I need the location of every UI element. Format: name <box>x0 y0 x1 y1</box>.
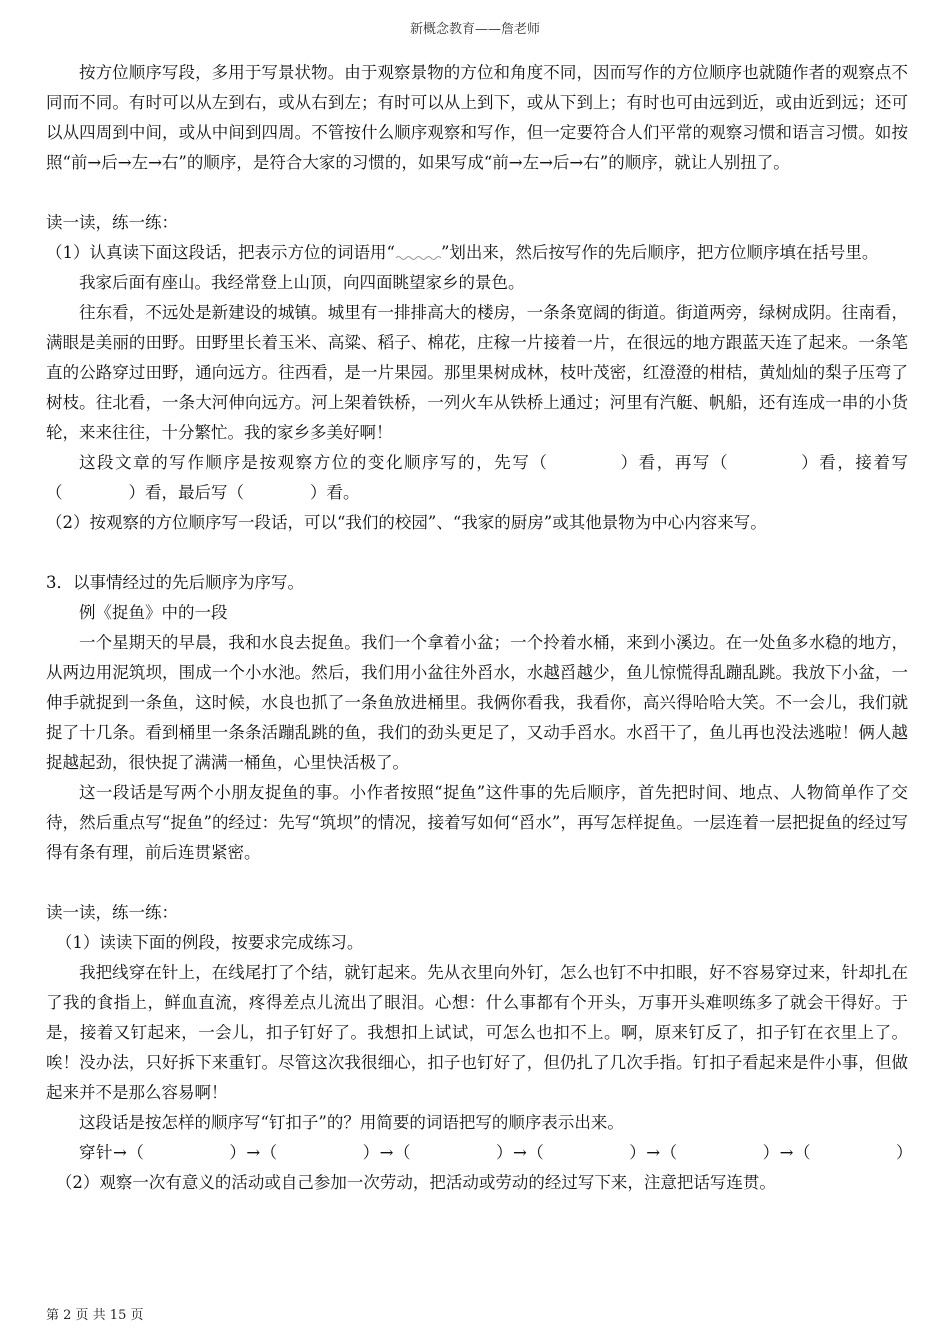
analysis-paragraph: 这一段话是写两个小朋友捉鱼的事。小作者按照“捉鱼”这件事的先后顺序，首先把时间、地点、人物简单作了交待，然后重点写“捉鱼”的经过：先写“筑坝”的情况，接着写如何“舀水”，再写怎样捉鱼。一层连着一层把捉鱼的经过写得有条有理，前后连贯紧密。 <box>46 783 908 862</box>
practice2-heading: 读一读，练一练： <box>46 903 178 922</box>
spacer <box>46 538 908 568</box>
order-steps: 穿针→（ ）→（ ）→（ ）→（ ）→（ ）→（ ） <box>79 1143 913 1162</box>
passage-paragraph-2: 往东看，不远处是新建设的城镇。城里有一排排高大的楼房，一条条宽阔的街道。街道两旁，绿树成阴。往南看，满眼是美丽的田野。田野里长着玉米、高粱、稻子、棉花，庄稼一片接着一片，在很远的地方跟蓝天连了起来。一条笔直的公路穿过田野，通向远方。往西看，是一片果园。那里果树成林，枝叶茂密，红澄澄的柑桔，黄灿灿的梨子压弯了树枝。往北看，一条大河伸向远方。河上架着铁桥，一列火车从铁桥上通过；河里有汽艇、帆船，还有连成一串的小货轮，来来往往，十分繁忙。我的家乡多美好啊！ <box>46 303 908 442</box>
page-footer: 第 2 页 共 15 页 <box>46 1308 144 1323</box>
fill-in-question: 这段文章的写作顺序是按观察方位的变化顺序写的，先写（ ）看，再写（ ）看，接着写（ ）看，最后写（ ）看。 <box>46 453 908 502</box>
practice1-question1 <box>46 238 908 268</box>
page-content <box>46 58 913 1198</box>
example-title: 例《捉鱼》中的一段 <box>79 603 228 622</box>
page-header: 新概念教育——詹老师 <box>409 22 540 37</box>
practice1-heading: 读一读，练一练： <box>46 213 178 232</box>
practice1-question2: （2）按观察的方位顺序写一段话，可以“我们的校园”、“我家的厨房”或其他景物为中心内容来写。 <box>46 513 767 532</box>
order-question: 这段话是按怎样的顺序写“钉扣子”的？用简要的词语把写的顺序表示出来。 <box>79 1113 624 1132</box>
buttons-passage: 我把线穿在针上，在线尾打了个结，就钉起来。先从衣里向外钉，怎么也钉不中扣眼，好不容易穿过来，针却扎在了我的食指上，鲜血直流，疼得差点儿流出了眼泪。心想：什么事都有个开头，万事开头难呗练多了就会干得好。于是，接着又钉起来，一会儿，扣子钉好了。我想扣上试试，可怎么也扣不上。啊，原来钉反了，扣子钉在衣里上了。唉！没办法，只好拆下来重钉。尽管这次我很细心，扣子也钉好了，但仍扎了几次手指。钉扣子看起来是件小事，但做起来并不是那么容易啊！ <box>46 963 908 1102</box>
example-paragraph: 一个星期天的早晨，我和水良去捉鱼。我们一个拿着小盆；一个拎着水桶，来到小溪边。在一处鱼多水稳的地方，从两边用泥筑坝，围成一个小水池。然后，我们用小盆往外舀水，水越舀越少，鱼儿惊慌得乱蹦乱跳。我放下小盆，一伸手就捉到一条鱼，这时候，水良也抓了一条鱼放进桶里。我俩你看我，我看你，高兴得哈哈大笑。不一会儿，我们就捉了十几条。看到桶里一条条活蹦乱跳的鱼，我们的劲头更足了，又动手舀水。水舀干了，鱼儿再也没法逃啦！俩人越捉越起劲，很快捉了满满一桶鱼，心里快活极了。 <box>46 633 908 772</box>
spacer <box>46 868 908 898</box>
q1-prefix: （1）认真读下面这段话，把表示方位的词语用“ <box>46 243 395 262</box>
practice2-question2: （2）观察一次有意义的活动或自己参加一次劳动，把活动或劳动的经过写下来，注意把话写连贯。 <box>55 1173 776 1192</box>
wavy-underline-icon <box>395 247 441 261</box>
section3-title: 3．以事情经过的先后顺序为序写。 <box>46 573 304 592</box>
intro-paragraph: 按方位顺序写段，多用于写景状物。由于观察景物的方位和角度不同，因而写作的方位顺序也就随作者的观察点不同而不同。有时可以从左到右，或从右到左；有时可以从上到下，或从下到上；有时也可由远到近，或由近到远；还可以从四周到中间，或从中间到四周。不管按什么顺序观察和写作，但一定要符合人们平常的观察习惯和语言习惯。如按照“前→后→左→右”的顺序，是符合大家的习惯的，如果写成“前→左→后→右”的顺序，就让人别扭了。 <box>46 63 908 172</box>
spacer <box>46 178 908 208</box>
q1-suffix: ”划出来，然后按写作的先后顺序，把方位顺序填在括号里。 <box>440 243 879 262</box>
passage-paragraph-1: 我家后面有座山。我经常登上山顶，向四面眺望家乡的景色。 <box>79 273 525 292</box>
practice2-question1: （1）读读下面的例段，按要求完成练习。 <box>55 933 364 952</box>
